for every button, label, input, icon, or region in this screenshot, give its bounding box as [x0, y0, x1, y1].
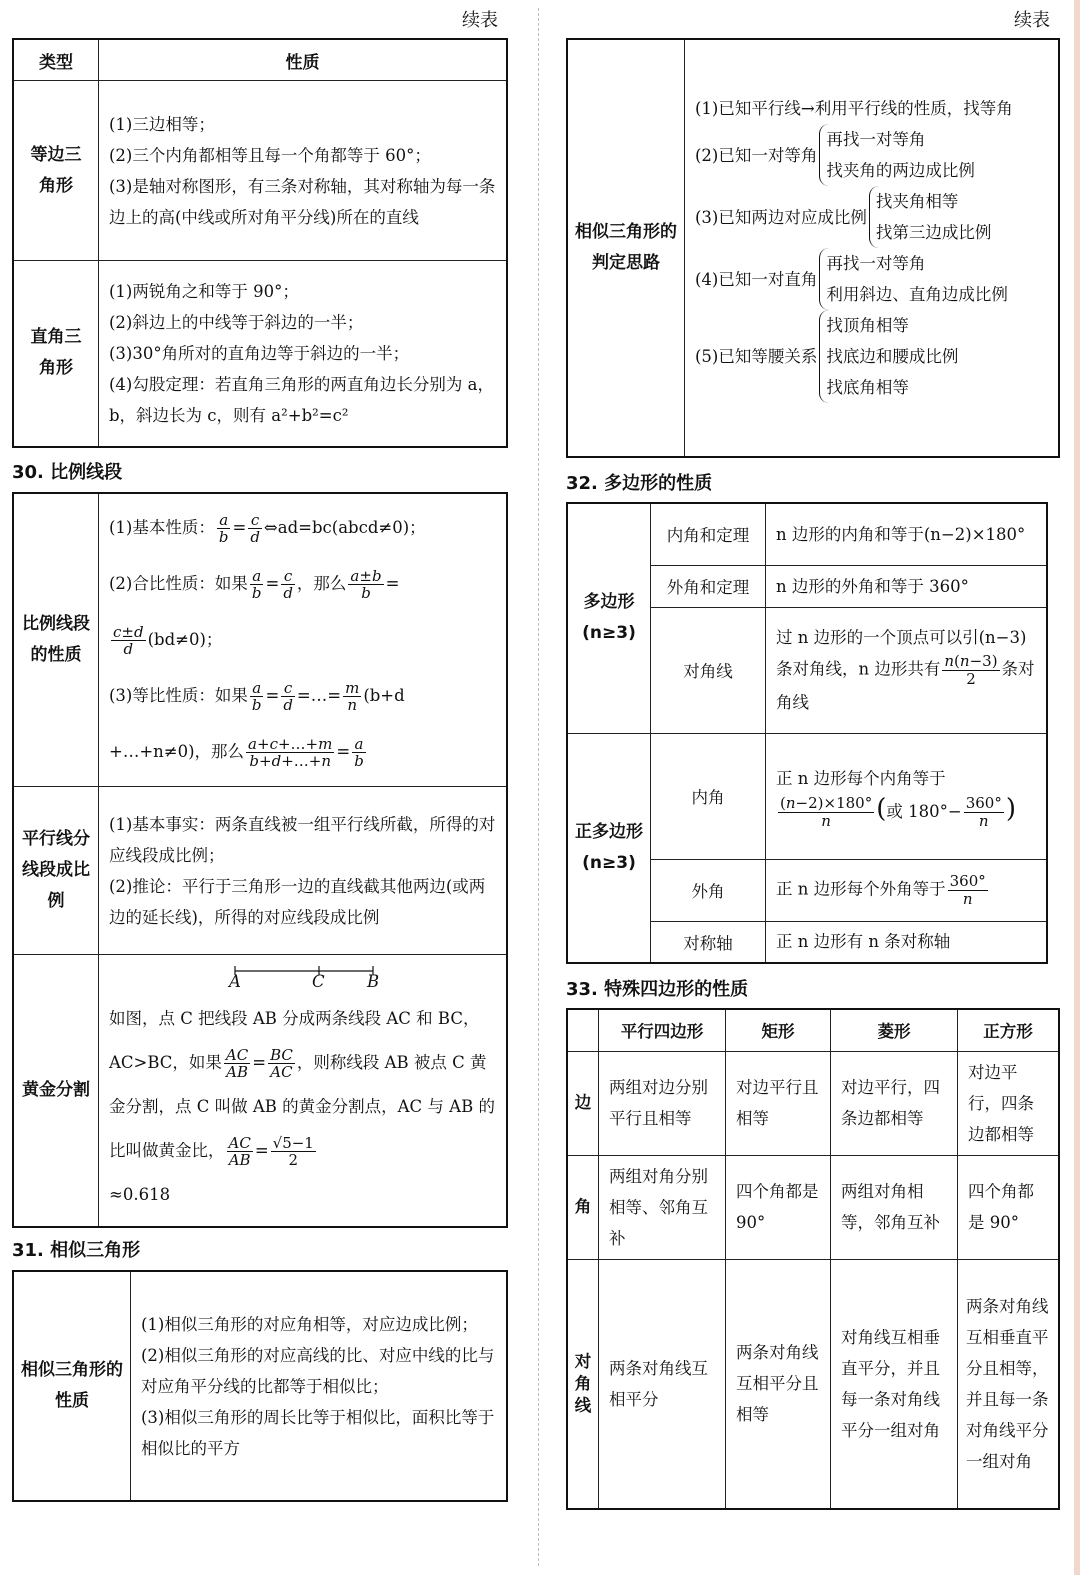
cell-side-rectangle: 对边平行且相等	[726, 1051, 831, 1155]
case-option: 找夹角相等	[875, 192, 959, 211]
row-angle: 角	[567, 1155, 599, 1259]
row-type-golden: 黄金分割	[13, 955, 99, 1227]
section-30-title	[12, 458, 122, 484]
text-line: (1)三边相等；	[109, 114, 215, 134]
case-lead: (4)已知一对直角	[695, 269, 818, 289]
sum-property-cont: $\frac{c\pm d}{d}$ (bd≠0)；	[113, 622, 223, 658]
cell-diag-rhombus: 对角线互相垂直平分，并且每一条对角线平分一组对角	[831, 1259, 958, 1509]
text-line: ⇔ad=bc(abcd≠0)；	[263, 518, 426, 537]
cell-side-square: 对边平行，四条边都相等	[958, 1051, 1060, 1155]
sum-property: (2)合比性质：如果 $\frac{a}{b}$ = $\frac{c}{d}$ ，那么 $\frac{a\pm b}{b}$ =	[109, 566, 400, 602]
text-line: (1)基本事实：两条直线被一组平行线所截，所得的对应线段成比例；	[109, 814, 496, 865]
text-line: (2)合比性质：如果	[109, 574, 248, 593]
cell-side-parallelogram: 两组对边分别平行且相等	[599, 1051, 726, 1155]
text-line: (3)相似三角形的周长比等于相似比，面积比等于相似比的平方	[141, 1407, 495, 1458]
cell-angle-rhombus: 两组对角相等，邻角互补	[831, 1155, 958, 1259]
text-line: 正 n 边形每个内角等于	[776, 768, 946, 788]
col-rectangle: 矩形	[726, 1009, 831, 1051]
text-line: (n≥3)	[582, 623, 636, 644]
quadrilateral-table	[566, 1008, 1060, 1510]
symmetry-axis-label: 对称轴	[651, 921, 766, 963]
point-b-label: B	[367, 972, 380, 992]
text-line: (1)相似三角形的对应角相等，对应边成比例；	[141, 1314, 478, 1334]
row-type-equilateral: 等边三角形	[13, 81, 99, 261]
cell-angle-rectangle: 四个角都是 90°	[726, 1155, 831, 1259]
corner-cell	[567, 1009, 599, 1051]
case-option: 利用斜边、直角边成比例	[826, 285, 1008, 304]
row-side: 边	[567, 1051, 599, 1155]
text-line: (2)三个内角都相等且每一个角都等于 60°；	[109, 145, 431, 165]
text-line: (2)推论：平行于三角形一边的直线截其他两边(或两边的延长线)，所得的对应线段成比例	[109, 876, 486, 927]
equal-ratio-property: (3)等比性质：如果 $\frac{a}{b}$ = $\frac{c}{d}$ =…= $\frac{m}{n}$ (b+d	[109, 678, 405, 714]
row-diagonal: 对角线	[567, 1259, 599, 1509]
text-line: (bd≠0)；	[147, 630, 223, 649]
diagonal-text: 过 n 边形的一个顶点可以引(n−3)条对角线，n 边形共有 $\frac{n(n-3)}{2}$ 条对角线	[766, 607, 1048, 733]
text-line: (1)两锐角之和等于 90°；	[109, 281, 299, 301]
continued-label: 续表	[462, 10, 498, 31]
section-title: 相似三角形	[50, 1240, 141, 1261]
proportion-table	[12, 492, 508, 1228]
exterior-angle-text: 正 n 边形每个外角等于 $\frac{360^\circ}{n}$	[766, 859, 1048, 921]
golden-section-properties: A C B 如图，点 C 把线段 AB 分成两条线段 AC 和 BC，AC>BC，如果 $\frac{AC}{AB}$ = $\frac{BC}{AC}$ ，则称线段 AB 被点 C 黄金分割，点 C 叫做 AB 的黄金分割点，AC 与 AB 的比叫做黄金比， $\frac{AC}{AB}$ = $\frac{√5-1}{2}$ ≈0.618	[99, 955, 508, 1227]
section-title: 多边形的性质	[604, 473, 713, 494]
point-a-label: A	[229, 972, 241, 992]
interior-sum-text: n 边形的内角和等于(n−2)×180°	[766, 503, 1048, 565]
segment-figure	[109, 963, 498, 997]
page-edge	[1074, 0, 1080, 1575]
text-line: 条对角线	[776, 659, 1035, 712]
similar-properties	[131, 1271, 508, 1501]
basic-property: (1)基本性质： $\frac{a}{b}$ = $\frac{c}{d}$ ⇔ad=bc(abcd≠0)；	[109, 510, 426, 546]
text-line: 或 180°−	[886, 801, 962, 821]
text-line: 正多边形	[575, 821, 643, 842]
text-line: (2)相似三角形的对应高线的比、对应中线的比与对应角平分线的比都等于相似比；	[141, 1345, 495, 1396]
column-divider	[538, 8, 539, 1566]
triangle-properties-table	[12, 38, 508, 448]
continued-label: 续表	[1014, 10, 1050, 31]
case-3	[695, 186, 1048, 248]
case-1: (1)已知平行线→利用平行线的性质，找等角	[695, 99, 1013, 118]
regular-polygon-label	[567, 733, 651, 963]
text-line: (2)斜边上的中线等于斜边的一半；	[109, 312, 364, 332]
case-option: 找底边和腰成比例	[826, 347, 959, 366]
case-option: 找底角相等	[826, 378, 909, 397]
case-option: 找第三边成比例	[875, 223, 992, 242]
case-5	[695, 310, 1048, 403]
col-rhombus: 菱形	[831, 1009, 958, 1051]
text-line: (n≥3)	[582, 852, 636, 873]
diagonal-label: 对角线	[651, 607, 766, 733]
interior-sum-label: 内角和定理	[651, 503, 766, 565]
section-33-title	[566, 975, 748, 1001]
row-type-right: 直角三角形	[13, 261, 99, 447]
text-line: (3)是轴对称图形，有三条对称轴，其对称轴为每一条边上的高(中线或所对角平分线)所在的直线	[109, 176, 496, 227]
row-type-judgement: 相似三角形的判定思路	[567, 39, 685, 457]
parallel-lines-properties	[99, 787, 508, 955]
exterior-sum-text: n 边形的外角和等于 360°	[766, 565, 1048, 607]
similar-judgement-table	[566, 38, 1060, 458]
text-line: 正 n 边形每个外角等于	[776, 879, 946, 899]
text-line: (4)勾股定理：若直角三角形的两直角边长分别为 a，b，斜边长为 c，则有 a²+b²=c²	[109, 374, 494, 425]
text-line: (b+d	[363, 686, 405, 705]
text-line: 过 n 边形的一个顶点可以引(n−3)条对角线，n 边形共有	[776, 628, 1027, 679]
interior-angle-label: 内角	[651, 733, 766, 859]
right-triangle-properties	[99, 261, 508, 447]
polygon-label	[567, 503, 651, 733]
section-number: 32.	[566, 473, 598, 494]
proportion-properties	[99, 493, 508, 787]
text-line: 多边形	[583, 592, 635, 613]
section-number: 33.	[566, 979, 598, 1000]
cell-diag-parallelogram: 两条对角线互相平分	[599, 1259, 726, 1509]
col-square: 正方形	[958, 1009, 1060, 1051]
text-line: ，那么	[296, 574, 347, 593]
text-line: +…+n≠0)，那么	[109, 742, 245, 761]
point-c-label: C	[312, 972, 325, 992]
row-type-proportion: 比例线段的性质	[13, 493, 99, 787]
col-parallelogram: 平行四边形	[599, 1009, 726, 1051]
header-property: 性质	[99, 39, 508, 81]
case-lead: (2)已知一对等角	[695, 145, 818, 165]
text-line: ，则称线段 AB 被点 C 黄金分割，点 C 叫做 AB 的黄金分割点，AC 与 AB 的比叫做黄金比，	[109, 1053, 495, 1161]
cell-diag-rectangle: 两条对角线互相平分且相等	[726, 1259, 831, 1509]
section-31-title	[12, 1236, 140, 1262]
text-line: 如图，点 C 把线段 AB 分成两条线段 AC 和 BC，AC>BC，如果	[109, 1009, 480, 1073]
case-option: 找顶角相等	[826, 316, 909, 335]
similar-triangle-properties-table	[12, 1270, 508, 1502]
section-title: 特殊四边形的性质	[604, 979, 749, 1000]
polygon-properties-table	[566, 502, 1048, 964]
interior-angle-text: 正 n 边形每个内角等于 $\frac{(n-2)\times 180^\circ}{n}$ (或 180°− $\frac{360^\circ}{n}$ )	[766, 733, 1048, 859]
header-type: 类型	[13, 39, 99, 81]
section-number: 30.	[12, 462, 44, 483]
symmetry-axis-text: 正 n 边形有 n 条对称轴	[766, 921, 1048, 963]
exterior-sum-label: 外角和定理	[651, 565, 766, 607]
section-number: 31.	[12, 1240, 44, 1261]
segment-ab-diagram	[227, 963, 387, 997]
case-4	[695, 248, 1048, 310]
cell-side-rhombus: 对边平行，四条边都相等	[831, 1051, 958, 1155]
cell-diag-square: 两条对角线互相垂直平分且相等，并且每一条对角线平分一组对角	[958, 1259, 1060, 1509]
cell-angle-square: 四个角都是 90°	[958, 1155, 1060, 1259]
row-type-similar: 相似三角形的性质	[13, 1271, 131, 1501]
case-lead: (5)已知等腰关系	[695, 347, 818, 366]
text-line: (3)30°角所对的直角边等于斜边的一半；	[109, 343, 410, 363]
text-line: (3)等比性质：如果	[109, 686, 248, 705]
text-line: ≈0.618	[109, 1185, 171, 1205]
equilateral-properties	[99, 81, 508, 261]
equal-ratio-property-cont: +…+n≠0)，那么 $\frac{a+c+\dots+m}{b+d+\dots+n}$ = $\frac{a}{b}$	[109, 734, 364, 770]
row-type-parallel: 平行线分线段成比例	[13, 787, 99, 955]
case-lead: (3)已知两边对应成比例	[695, 207, 867, 227]
case-option: 再找一对等角	[826, 254, 926, 273]
case-2	[695, 124, 1048, 186]
section-title: 比例线段	[50, 462, 123, 483]
exterior-angle-label: 外角	[651, 859, 766, 921]
cell-angle-parallelogram: 两组对角分别相等、邻角互补	[599, 1155, 726, 1259]
case-option: 再找一对等角	[826, 130, 926, 149]
case-option: 找夹角的两边成比例	[826, 161, 975, 180]
text-line: (1)基本性质：	[109, 518, 215, 537]
judgement-cases	[685, 39, 1060, 457]
section-32-title	[566, 469, 712, 495]
